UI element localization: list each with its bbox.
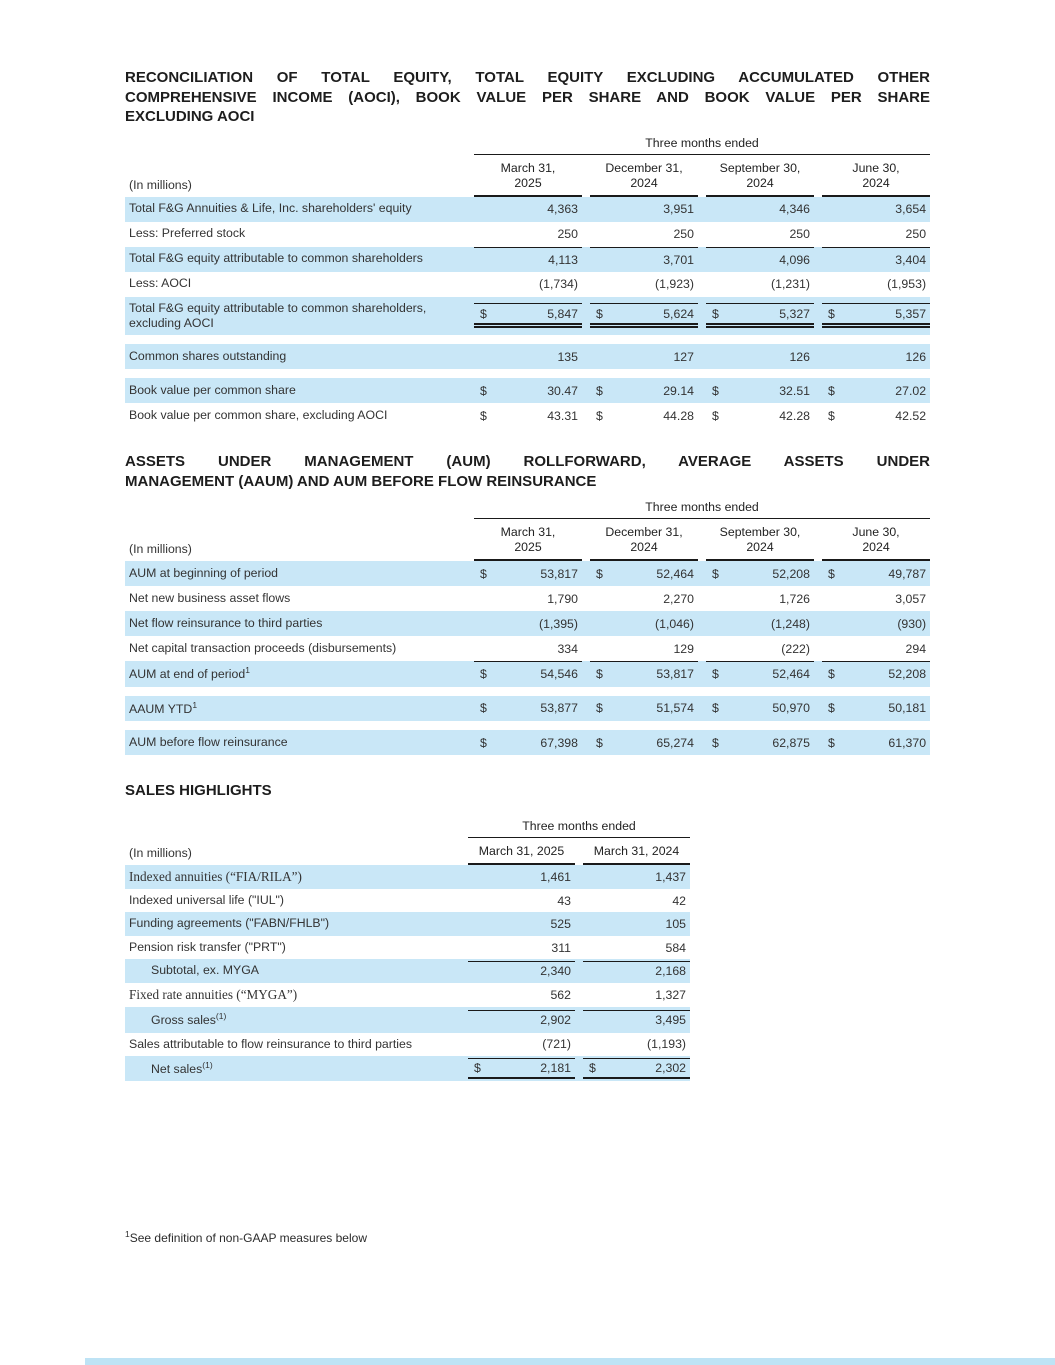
value-text: 32.51: [779, 383, 810, 398]
value-cell: [822, 611, 930, 636]
dollar-sign: $: [712, 383, 719, 398]
value-cell: [468, 961, 575, 982]
value-text: 3,701: [663, 252, 694, 267]
value-text: 3,951: [663, 202, 694, 216]
period-column-header: September 30, 2024: [706, 519, 814, 561]
value-cell: [706, 730, 814, 755]
value-cell: [706, 586, 814, 611]
title-line: MANAGEMENT (AAUM) AND AUM BEFORE FLOW REINSURANCE: [125, 472, 597, 490]
dollar-sign: $: [828, 408, 835, 423]
period-column-header: June 30, 2024: [822, 519, 930, 561]
value-cell: [706, 197, 814, 222]
value-text: 53,817: [540, 566, 578, 581]
value-cell: [822, 586, 930, 611]
value-cell: [590, 661, 698, 686]
value-cell: [822, 403, 930, 428]
value-text: 2,902: [540, 1013, 571, 1028]
value-cell: [590, 197, 698, 222]
dollar-sign: $: [828, 667, 835, 682]
value-cell: [468, 1010, 575, 1031]
sales-section-title: [125, 781, 930, 801]
unit-label: (In millions): [129, 177, 192, 192]
dollar-sign: $: [712, 667, 719, 682]
value-text: (1,193): [647, 1037, 687, 1052]
value-text: 49,787: [888, 566, 927, 581]
value-cell: [468, 914, 575, 935]
table-row: [125, 696, 930, 721]
value-text: (930): [897, 616, 927, 631]
table-row: [125, 272, 930, 297]
value-text: (721): [542, 1037, 571, 1052]
dollar-sign: $: [712, 306, 719, 321]
value-text: 1,437: [655, 869, 687, 884]
period-column-header: December 31, 2024: [590, 155, 698, 197]
value-text: (222): [781, 641, 810, 656]
title-line: ASSETS UNDER MANAGEMENT (AUM) ROLLFORWARD, AVERAGE ASSETS UNDER: [125, 453, 930, 471]
row-label: Gross sales$^{(1)}$: [151, 1011, 227, 1028]
value-cell: [706, 611, 814, 636]
value-text: 584: [665, 940, 687, 955]
period-column-header: March 31, 2025: [474, 519, 582, 561]
dollar-sign: $: [712, 735, 719, 750]
table-row: [125, 586, 930, 611]
row-label: Book value per common share: [129, 383, 296, 398]
value-text: 129: [673, 641, 694, 656]
value-text: 4,346: [779, 202, 810, 216]
value-cell: [590, 303, 698, 328]
value-cell: [474, 344, 582, 369]
period-column-header: December 31, 2024: [590, 519, 698, 561]
aum-section-title: [125, 452, 930, 491]
value-cell: [474, 636, 582, 661]
period-column-header: September 30, 2024: [706, 155, 814, 197]
value-cell: [706, 561, 814, 586]
table-row: [125, 222, 930, 247]
dollar-sign: $: [474, 1061, 481, 1076]
value-text: 562: [550, 987, 571, 1002]
value-text: 2,181: [540, 1061, 571, 1076]
dollar-sign: $: [596, 566, 603, 581]
row-label: Net sales$^{(1)}$: [151, 1059, 213, 1076]
value-cell: [706, 222, 814, 247]
value-text: 105: [665, 917, 687, 932]
dollar-sign: $: [596, 383, 603, 398]
value-cell: [468, 1058, 575, 1079]
value-cell: [474, 222, 582, 247]
row-label: AUM at end of period$^1$: [129, 665, 250, 682]
value-cell: [474, 661, 582, 686]
value-text: 61,370: [888, 735, 927, 750]
value-text: 250: [789, 227, 810, 241]
unit-label: (In millions): [129, 845, 192, 860]
value-text: 4,113: [548, 252, 578, 267]
value-text: 5,327: [779, 306, 810, 321]
table-row: [125, 378, 930, 403]
value-text: (1,231): [771, 277, 810, 291]
dollar-sign: $: [480, 383, 487, 398]
footnote-sup: 1: [125, 1229, 130, 1240]
table-row: [125, 865, 690, 890]
value-cell: [474, 197, 582, 222]
value-cell: [590, 586, 698, 611]
row-label: Common shares outstanding: [129, 349, 287, 364]
dollar-sign: $: [480, 735, 487, 750]
row-label: Total F&G equity attributable to common shareholders: [129, 251, 423, 266]
value-text: 52,464: [656, 566, 694, 581]
value-cell: [590, 730, 698, 755]
value-text: 5,847: [547, 306, 578, 321]
value-cell: [474, 586, 582, 611]
row-label: Less: AOCI: [129, 276, 192, 291]
value-text: 250: [905, 227, 927, 241]
dollar-sign: $: [828, 735, 835, 750]
row-label: AUM at beginning of period: [129, 566, 279, 581]
dollar-sign: $: [712, 566, 719, 581]
dollar-sign: $: [480, 701, 487, 716]
value-cell: [822, 222, 930, 247]
table-row: [125, 1007, 690, 1032]
row-label: Net flow reinsurance to third parties: [129, 616, 323, 631]
unit-label: (In millions): [129, 542, 192, 557]
value-cell: [590, 403, 698, 428]
value-text: 29.14: [663, 383, 694, 398]
table-row: [125, 912, 690, 935]
value-cell: [474, 611, 582, 636]
period-column-header: March 31, 2024: [583, 838, 690, 865]
value-cell: [590, 561, 698, 586]
row-label: Book value per common share, excluding AOCI: [129, 408, 388, 423]
footnote-ref: (1): [202, 1059, 213, 1070]
row-label: Indexed universal life ("IUL"): [129, 893, 284, 908]
value-text: 3,057: [895, 591, 927, 606]
value-text: 30.47: [547, 383, 578, 398]
dollar-sign: $: [480, 667, 487, 682]
table-row: [125, 959, 690, 982]
span-header-three-months-ended: Three months ended: [474, 136, 930, 155]
value-cell: [474, 730, 582, 755]
value-text: 311: [551, 940, 571, 955]
value-cell: [822, 247, 930, 272]
value-cell: [590, 344, 698, 369]
bottom-page-strip: [85, 1358, 1055, 1365]
value-cell: [822, 696, 930, 721]
value-cell: [468, 937, 575, 958]
value-cell: [822, 636, 930, 661]
value-cell: [474, 561, 582, 586]
value-text: 1,461: [540, 869, 571, 884]
value-cell: [706, 403, 814, 428]
value-cell: [822, 378, 930, 403]
table-row: [125, 197, 930, 222]
value-text: (1,046): [655, 616, 694, 631]
value-text: 294: [905, 641, 927, 656]
row-label: Subtotal, ex. MYGA: [151, 963, 259, 978]
row-label: Pension risk transfer ("PRT"): [129, 939, 286, 954]
value-text: 1,726: [779, 591, 810, 606]
value-text: 2,340: [540, 964, 571, 979]
value-text: (1,248): [771, 616, 810, 631]
value-cell: [590, 696, 698, 721]
value-text: 53,817: [656, 667, 694, 682]
value-cell: [706, 303, 814, 328]
value-cell: [706, 636, 814, 661]
value-text: 334: [557, 641, 578, 656]
value-cell: [583, 891, 690, 912]
period-column-header: March 31, 2025: [474, 155, 582, 197]
value-text: 54,546: [540, 667, 578, 682]
value-cell: [590, 611, 698, 636]
value-text: 4,363: [547, 202, 578, 216]
value-cell: [706, 272, 814, 297]
value-text: 52,464: [772, 667, 810, 682]
sales-table: [125, 819, 690, 1082]
row-label: Total F&G equity attributable to common shareholders, excluding AOCI: [129, 300, 427, 330]
dollar-sign: $: [712, 408, 719, 423]
value-text: 2,168: [655, 964, 687, 979]
value-cell: [822, 661, 930, 686]
span-header-three-months-ended: Three months ended: [474, 500, 930, 519]
value-cell: [583, 961, 690, 982]
table-row: [125, 297, 930, 336]
table-row: [125, 983, 690, 1008]
dollar-sign: $: [828, 383, 835, 398]
value-text: 50,970: [772, 701, 810, 716]
value-cell: [706, 378, 814, 403]
value-cell: [474, 247, 582, 272]
row-label: Net capital transaction proceeds (disbursements): [129, 641, 397, 656]
value-cell: [468, 985, 575, 1006]
footnote-ref: 1: [192, 699, 198, 710]
value-text: (1,923): [655, 277, 694, 291]
period-column-header: March 31, 2025: [468, 838, 575, 865]
row-label: Less: Preferred stock: [129, 226, 246, 241]
dollar-sign: $: [480, 408, 487, 423]
value-text: 250: [673, 227, 694, 241]
dollar-sign: $: [712, 701, 719, 716]
dollar-sign: $: [596, 408, 603, 423]
value-text: 27.02: [895, 383, 927, 398]
table-row: [125, 611, 930, 636]
value-text: 42.52: [895, 408, 927, 423]
value-cell: [583, 985, 690, 1006]
value-text: 250: [557, 227, 578, 241]
value-text: 3,495: [655, 1013, 687, 1028]
value-text: 3,404: [895, 252, 927, 267]
value-text: 127: [673, 349, 694, 364]
value-text: (1,734): [539, 277, 578, 291]
row-label: Sales attributable to flow reinsurance to third parties: [129, 1036, 412, 1051]
value-text: 5,357: [895, 306, 927, 321]
value-cell: [583, 867, 690, 888]
table-row: [125, 730, 930, 755]
value-text: 3,654: [895, 202, 927, 216]
value-cell: [474, 272, 582, 297]
equity-table: [125, 136, 930, 429]
value-cell: [468, 891, 575, 912]
row-label: Total F&G Annuities & Life, Inc. shareholders' equity: [129, 201, 412, 216]
value-text: 126: [905, 349, 927, 364]
row-label: Funding agreements ("FABN/FHLB"): [129, 916, 330, 931]
value-text: 43.31: [547, 408, 578, 423]
title-line: SALES HIGHLIGHTS: [125, 782, 272, 800]
row-label: AUM before flow reinsurance: [129, 734, 288, 749]
table-row: [125, 247, 930, 272]
value-text: 5,624: [663, 306, 694, 321]
value-text: (1,395): [539, 616, 578, 631]
aum-table: [125, 500, 930, 755]
title-line: COMPREHENSIVE INCOME (AOCI), BOOK VALUE PER SHARE AND BOOK VALUE PER SHARE: [125, 88, 930, 106]
table-row: [125, 344, 930, 369]
dollar-sign: $: [828, 306, 835, 321]
dollar-sign: $: [828, 701, 835, 716]
value-text: 126: [789, 349, 810, 364]
dollar-sign: $: [828, 566, 835, 581]
span-header-three-months-ended: Three months ended: [468, 819, 690, 838]
dollar-sign: $: [480, 566, 487, 581]
title-line: RECONCILIATION OF TOTAL EQUITY, TOTAL EQUITY EXCLUDING ACCUMULATED OTHER: [125, 69, 930, 86]
table-row: [125, 936, 690, 959]
dollar-sign: $: [596, 306, 603, 321]
value-cell: [468, 867, 575, 888]
row-label: AAUM YTD$^1$: [129, 699, 198, 716]
value-cell: [590, 636, 698, 661]
value-text: 135: [557, 349, 578, 364]
value-cell: [822, 344, 930, 369]
dollar-sign: $: [596, 735, 603, 750]
table-row: [125, 1056, 690, 1081]
table-row: [125, 1033, 690, 1056]
value-text: 1,327: [655, 987, 687, 1002]
value-text: 525: [550, 917, 571, 932]
value-cell: [474, 303, 582, 328]
value-cell: [590, 222, 698, 247]
value-cell: [590, 272, 698, 297]
value-cell: [474, 696, 582, 721]
row-label: Net new business asset flows: [129, 591, 291, 606]
value-text: 52,208: [888, 667, 927, 682]
value-text: 2,270: [663, 591, 694, 606]
value-cell: [583, 1034, 690, 1055]
value-text: 4,096: [779, 252, 810, 267]
value-text: 1,790: [547, 591, 578, 606]
table-row: [125, 661, 930, 686]
period-column-header: June 30, 2024: [822, 155, 930, 197]
value-cell: [583, 1010, 690, 1031]
value-cell: [474, 403, 582, 428]
value-cell: [583, 914, 690, 935]
equity-section-title: [125, 68, 930, 127]
footnote: [125, 1229, 930, 1245]
value-text: 53,877: [540, 701, 578, 716]
dollar-sign: $: [480, 306, 487, 321]
value-text: 50,181: [888, 701, 927, 716]
value-cell: [468, 1034, 575, 1055]
value-cell: [590, 378, 698, 403]
value-text: 2,302: [655, 1061, 687, 1076]
dollar-sign: $: [596, 667, 603, 682]
value-cell: [706, 247, 814, 272]
value-cell: [590, 247, 698, 272]
value-cell: [706, 344, 814, 369]
value-cell: [583, 1058, 690, 1079]
value-text: 42.28: [779, 408, 810, 423]
footnote-text: See definition of non-GAAP measures below: [129, 1231, 367, 1246]
value-cell: [474, 378, 582, 403]
value-cell: [822, 272, 930, 297]
value-text: 43: [557, 893, 571, 908]
value-text: 42: [672, 893, 687, 908]
value-cell: [706, 696, 814, 721]
table-row: [125, 889, 690, 912]
value-cell: [822, 197, 930, 222]
value-text: (1,953): [887, 277, 927, 291]
value-text: 62,875: [772, 735, 810, 750]
value-text: 52,208: [772, 566, 810, 581]
footnote-ref: 1: [245, 665, 250, 676]
title-line: EXCLUDING AOCI: [125, 108, 255, 125]
value-cell: [583, 937, 690, 958]
value-text: 67,398: [540, 735, 578, 750]
value-cell: [822, 730, 930, 755]
value-text: 65,274: [656, 735, 694, 750]
value-cell: [706, 661, 814, 686]
dollar-sign: $: [589, 1061, 596, 1076]
table-row: [125, 636, 930, 661]
row-label: Fixed rate annuities (“MYGA”): [129, 986, 298, 1002]
footnote-ref: (1): [215, 1011, 227, 1022]
table-row: [125, 561, 930, 586]
value-text: 44.28: [663, 408, 694, 423]
table-row: [125, 403, 930, 428]
value-cell: [822, 303, 930, 328]
value-cell: [822, 561, 930, 586]
dollar-sign: $: [596, 701, 603, 716]
value-text: 51,574: [656, 701, 694, 716]
row-label: Indexed annuities (“FIA/RILA”): [129, 868, 302, 884]
